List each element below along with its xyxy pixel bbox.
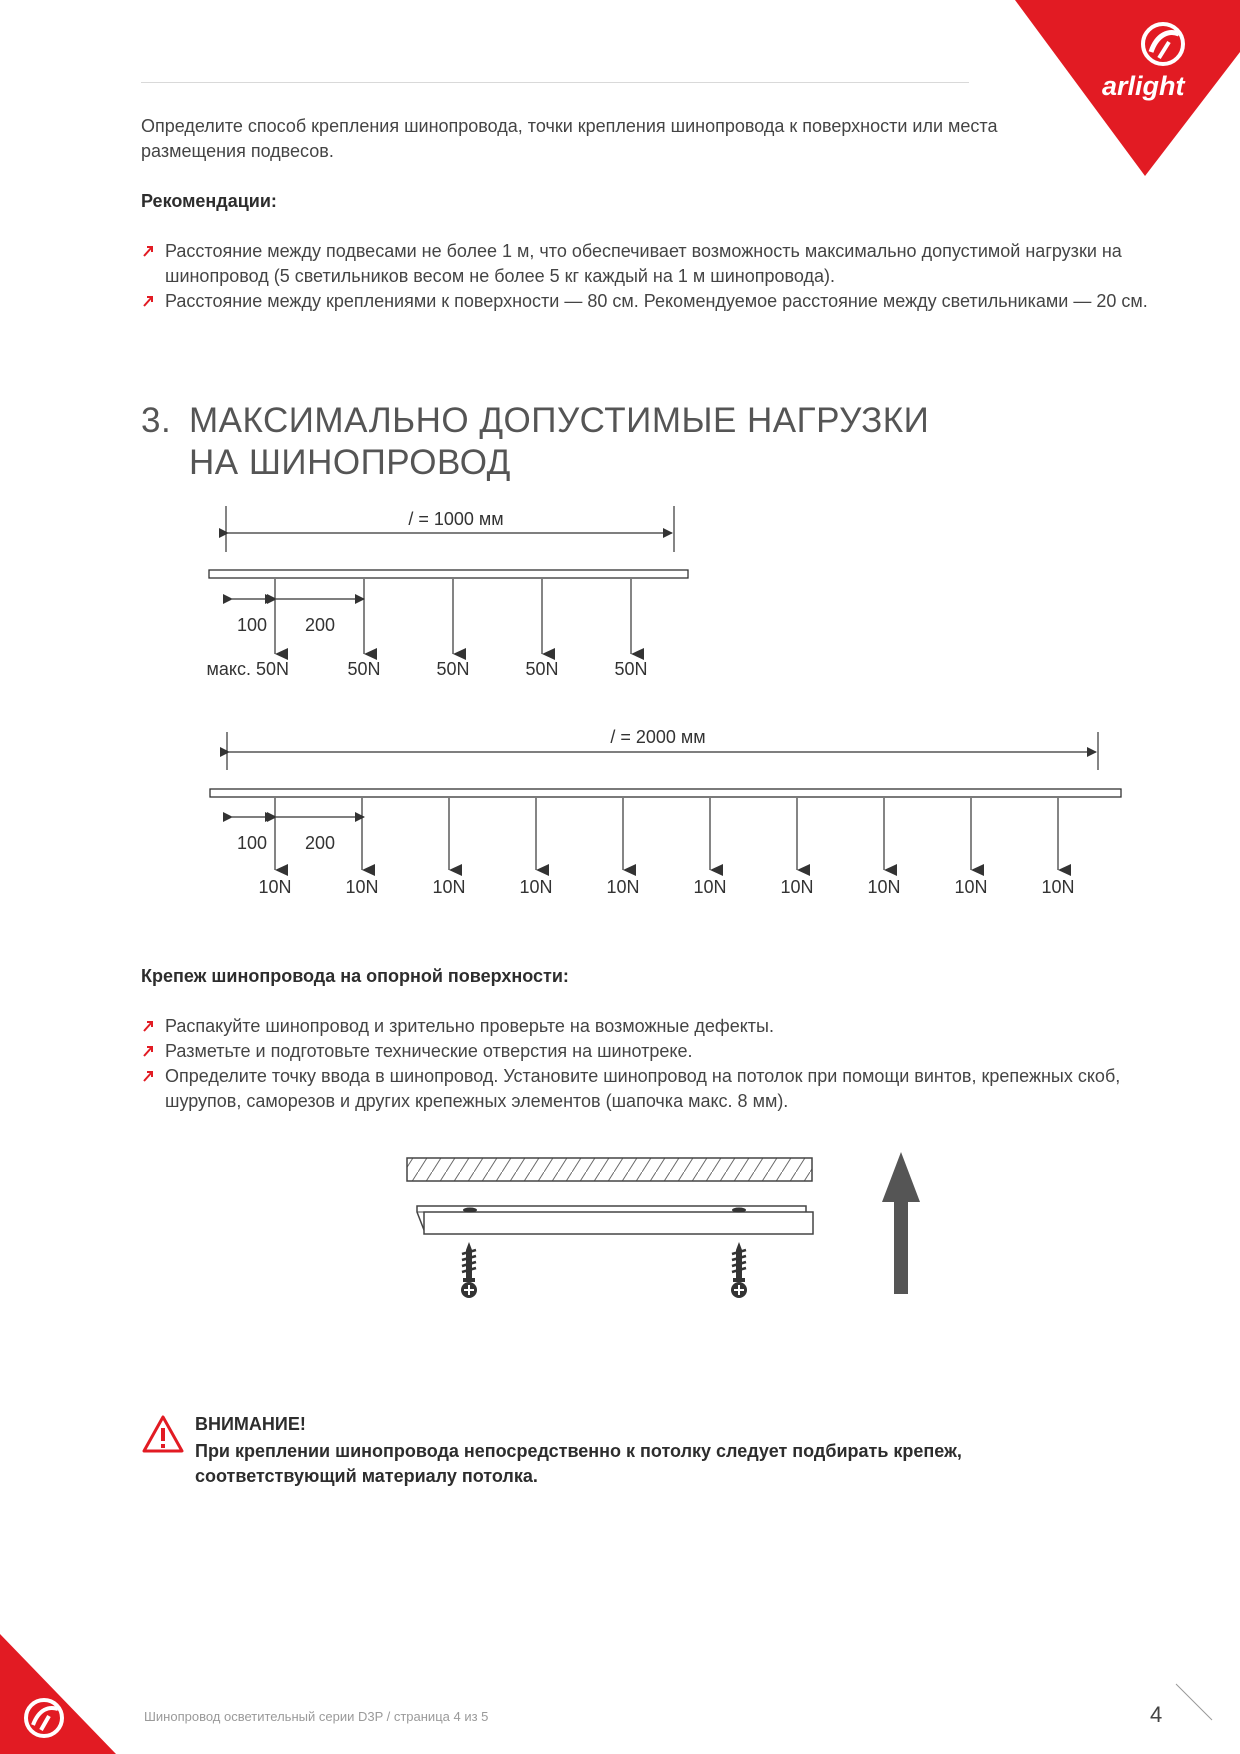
mounting-step-text: Определите точку ввода в шинопровод. Установите шинопровод на потолок при помощи винтов, крепежных скоб, шурупов, саморезов и других крепежных элементов (шапочка макс. 8 мм). <box>165 1066 1121 1111</box>
busbar-rail <box>210 789 1121 797</box>
load-label: макс. 50N <box>206 659 289 679</box>
screw-icon <box>461 1242 477 1298</box>
list-item <box>141 1039 1186 1064</box>
list-item <box>141 239 1186 289</box>
section-heading <box>141 400 929 484</box>
load-label: 10N <box>258 877 292 897</box>
recommendation-text: Расстояние между подвесами не более 1 м, что обеспечивает возможность максимально допустимой нагрузки на шинопровод (5 светильников весом не более 5 кг каждый на 1 м шинопровода). <box>165 241 1122 286</box>
load-label: 10N <box>345 877 379 897</box>
load-label: 10N <box>519 877 553 897</box>
load-label: 10N <box>1041 877 1075 897</box>
screw-icon <box>731 1242 747 1298</box>
load-label: 50N <box>614 659 648 679</box>
footer-text: Шинопровод осветительный серии D3P / страница 4 из 5 <box>144 1709 489 1724</box>
diagram-2000mm <box>210 727 1121 897</box>
load-label: 50N <box>525 659 559 679</box>
spacing-label: 100 <box>236 615 268 635</box>
recommendations-title: Рекомендации: <box>141 191 277 211</box>
ceiling-mount-illustration <box>390 1150 950 1320</box>
warning-title: ВНИМАНИЕ! <box>195 1414 306 1434</box>
spacing-label: 200 <box>304 615 336 635</box>
load-label: 50N <box>436 659 470 679</box>
diagram-1000mm <box>207 506 689 679</box>
mounting-hole <box>732 1208 746 1213</box>
load-diagrams <box>0 490 1240 910</box>
load-label: 10N <box>432 877 466 897</box>
list-item <box>141 1014 1186 1039</box>
load-label: 50N <box>347 659 381 679</box>
corner-slash <box>1172 1680 1216 1724</box>
spacing-label: 200 <box>304 833 336 853</box>
warning-icon <box>141 1414 185 1454</box>
section-title-line1: МАКСИМАЛЬНО ДОПУСТИМЫЕ НАГРУЗКИ <box>189 401 930 440</box>
busbar-rail <box>209 570 688 578</box>
list-item <box>141 289 1186 314</box>
warning-text: При креплении шинопровода непосредственно к потолку следует подбирать крепеж, соответствующий материалу потолка. <box>195 1441 962 1486</box>
top-divider <box>141 82 969 83</box>
load-label: 10N <box>606 877 640 897</box>
bullet-arrow-icon <box>141 244 155 258</box>
list-item <box>141 1064 1186 1114</box>
load-label: 10N <box>780 877 814 897</box>
load-label: 10N <box>693 877 727 897</box>
length-label: / = 1000 мм <box>408 509 504 529</box>
mounting-title: Крепеж шинопровода на опорной поверхности: <box>141 966 569 986</box>
section-title-line2: НА ШИНОПРОВОД <box>189 443 511 482</box>
mounting-step-text: Распакуйте шинопровод и зрительно проверьте на возможные дефекты. <box>165 1016 774 1036</box>
bullet-arrow-icon <box>141 1019 155 1033</box>
load-label: 10N <box>954 877 988 897</box>
recommendation-text: Расстояние между креплениями к поверхности — 80 см. Рекомендуемое расстояние между светильниками — 20 см. <box>165 291 1148 311</box>
bullet-arrow-icon <box>141 294 155 308</box>
spacing-label: 100 <box>236 833 268 853</box>
section-number: 3. <box>141 401 172 440</box>
bullet-arrow-icon <box>141 1044 155 1058</box>
recommendations-list <box>141 239 1186 314</box>
ceiling-surface <box>407 1158 812 1181</box>
intro-text: Определите способ крепления шинопровода, точки крепления шинопровода к поверхности или места размещения подвесов. <box>141 116 998 161</box>
mounting-list <box>141 1014 1186 1114</box>
length-label: / = 2000 мм <box>610 727 706 747</box>
brand-corner-bottom <box>0 1614 120 1754</box>
load-label: 10N <box>867 877 901 897</box>
up-arrow-icon <box>882 1152 920 1294</box>
mounting-step-text: Разметьте и подготовьте технические отверстия на шинотреке. <box>165 1041 693 1061</box>
brand-logo-text: arlight <box>1102 71 1185 101</box>
bullet-arrow-icon <box>141 1069 155 1083</box>
mounting-hole <box>463 1208 477 1213</box>
page-number: 4 <box>1150 1702 1163 1727</box>
